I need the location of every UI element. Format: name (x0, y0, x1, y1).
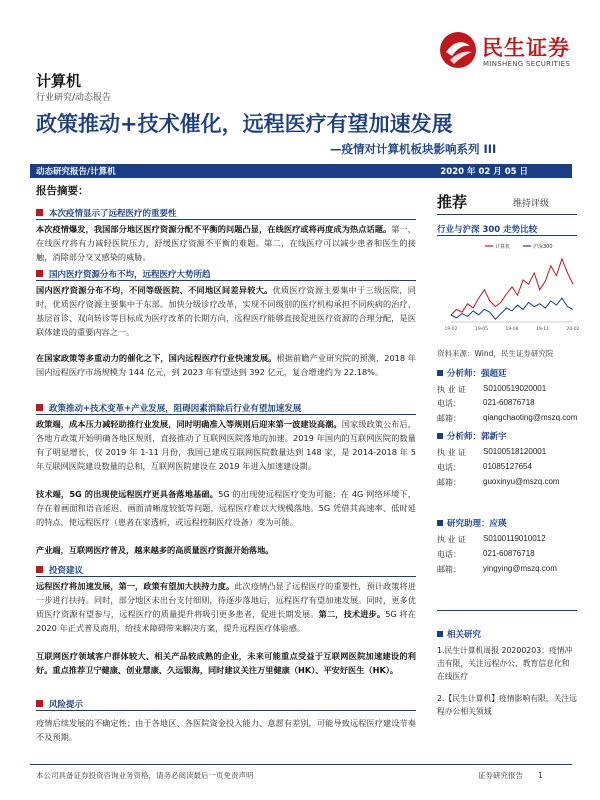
paragraph-text: 优质医疗资源主要集中于三级医院，同时，优质医疗资源主要集中于东部。加快分级诊疗改革，实现不同级别的医疗机构承担不同疾病的治疗、基层首诊、双向转诊等目标成为医疗改革的长期方向，远程医疗能够直接促进医疗资源的合理分配，是医联体建设的重要内容之一。 (36, 285, 416, 337)
section-heading-text: 政策推动+技术变革+产业发展，阻碍因素消除后行业有望加速发展 (49, 404, 302, 414)
paragraph-bold: 政策端，成本压力减轻助推行业发展，同时明确准入等规则后迎来第一波建设高潮。 (36, 419, 342, 429)
divider (36, 710, 416, 711)
paragraph-text: 5G 的出现使远程医疗变为可能：在 4G 网络环境下，存在着画面和语音延迟、画面清晰度较低等问题，远程医疗难以大规模落地。5G 凭借其高速率、低时延的特点，使远程医疗（患者在家透析，或远程控制医疗设备）变为可能。 (36, 489, 416, 527)
paragraph-bold: 国内医疗资源分布不均，不同等级医院、不同地区间差异较大。 (36, 285, 273, 295)
assistant-label: 研究助理： (447, 519, 490, 529)
tel-value: 01085127654 (483, 462, 532, 471)
paragraph-bold: 第二，技术进步。 (318, 609, 386, 619)
tel-label: 电话： (437, 463, 461, 472)
cert-label: 执 业 证 (437, 385, 467, 394)
report-category: 动态研究报告/计算机 (36, 167, 116, 177)
assistant-name: 应瑛 (489, 519, 507, 529)
report-type: 行业研究/动态报告 (36, 93, 112, 103)
series-line (451, 298, 573, 319)
brand-name-en: MINSHENG SECURITIES (483, 60, 571, 68)
cert-label: 执 业 证 (437, 448, 467, 457)
analyst-name: 郭新宇 (481, 432, 507, 442)
x-tick-label: 20-02 (566, 327, 580, 332)
recommendation: 推荐 (437, 193, 468, 211)
analyst-label: 分析师： (447, 369, 482, 379)
rating: 维持评级 (513, 199, 550, 209)
bullet-square-icon (437, 433, 443, 439)
report-info-bar (30, 164, 572, 178)
mail-value[interactable]: qiangchaoting@mszq.com (483, 413, 578, 422)
paragraph-text: 疫情后续发展的不确定性；由于各地区、各医院资金投入能力、意愿有差别，可能导致远程医疗建设节奏不及预期。 (36, 718, 416, 742)
section-heading-text: 投资建议 (49, 566, 84, 576)
paragraph-text: 第一，在线医疗将有力减轻医院压力，舒缓医疗资源不平衡的难题。第二，在线医疗可以减少患者和医生的接触，消除部分交叉感染的威胁。 (36, 224, 416, 262)
section-heading-4 (36, 564, 83, 576)
legend-label: 计算机 (495, 244, 511, 250)
bullet-square-icon (36, 700, 43, 707)
summary-heading: 报告摘要： (36, 185, 89, 197)
section-heading-1 (36, 207, 177, 219)
bullet-square-icon (36, 566, 43, 573)
mail-label: 邮箱： (437, 478, 461, 487)
minsheng-logo-icon (438, 30, 478, 70)
bullet-square-icon (36, 270, 43, 277)
mail-label: 邮箱： (437, 565, 461, 574)
x-tick-label: 19-02 (444, 327, 458, 332)
paragraph (36, 579, 416, 635)
analyst-1-heading (437, 367, 507, 379)
bullet-square-icon (437, 631, 443, 637)
paragraph-text: 此次疫情凸显了远程医疗的重要性，预计政策将进一步进行扶持。同时，部分地区未出台支付细则，待逐步落地后，远程医疗有望加速发展。同时，更多优质医疗资源有望参与，远程医疗的质量提升将吸引更多患者，促进长期发展。 (36, 581, 416, 619)
tel-label: 电话： (437, 399, 461, 408)
paragraph-bold: 技术端，5G 的出现使远程医疗更具备落地基础。 (36, 489, 219, 499)
cert-label: 执 业 证 (437, 535, 467, 544)
chart-source: 资料来源：Wind，民生证券研究院 (437, 349, 554, 358)
paragraph (36, 487, 416, 529)
section-heading-text: 国内医疗资源分布不均，远程医疗大势所趋 (49, 270, 211, 280)
paragraph (36, 543, 416, 557)
related-item[interactable]: 2.【民生计算机】疫情影响有限，关注远程办公相关领域 (437, 694, 577, 716)
paragraph (36, 283, 416, 339)
related-heading (437, 628, 481, 640)
cert-value: S0100119010012 (483, 534, 546, 543)
mail-label: 邮箱： (437, 414, 461, 423)
brand-name-cn: 民生证券 (482, 36, 570, 60)
footer-page: 证券研究报告 1 (478, 771, 543, 780)
divider (36, 219, 416, 220)
section-heading-text: 本次疫情显示了远程医疗的重要性 (49, 209, 177, 219)
divider (36, 414, 416, 415)
section-heading-5 (36, 698, 83, 710)
tel-label: 电话： (437, 550, 461, 559)
paragraph-text: 国家级政策公布后，各地方政策开始明确各地区规则，直接推动了互联网医院落地的加速。2019 年国内的互联网医院的数量有了明显增长，仅 2019 年 1-11 月份，我国已建成互联网医院数量达到 148 家，是 2014-2018 年 5 年互联网医院建设数量的总和，互联网医院建设在 2019 年进入加速建设期。 (36, 419, 416, 471)
cert-value: S0100519020001 (483, 384, 547, 393)
industry-label: 计算机 (36, 72, 82, 90)
paragraph (36, 351, 416, 379)
section-heading-2 (36, 268, 211, 280)
paragraph (36, 716, 416, 744)
paragraph-text: 5G 将在 2020 年正式普及商用，给技术障碍带来解决方案，提升远程医疗体验感。 (36, 609, 416, 633)
trend-chart (437, 238, 580, 338)
paragraph (36, 649, 416, 677)
paragraph-bold: 远程医疗将加速发展，第一，政策有望加大扶持力度。 (36, 581, 235, 591)
divider (36, 576, 416, 577)
bullet-square-icon (36, 404, 43, 411)
mail-value[interactable]: yingying@mszq.com (483, 564, 557, 573)
section-heading-text: 风险提示 (49, 700, 84, 710)
analyst-name: 强超廷 (481, 369, 507, 379)
tel-value: 021-60876718 (483, 398, 535, 407)
paragraph (36, 222, 416, 264)
paragraph-bold: 本次疫情爆发，我国部分地区医疗资源分配不平衡的问题凸显，在线医疗或将再度成为热点话题。 (36, 224, 392, 234)
tel-value: 021-60876718 (483, 549, 535, 558)
assistant-heading (437, 517, 507, 529)
bullet-square-icon (36, 209, 43, 216)
series-line (451, 259, 573, 315)
bullet-square-icon (437, 520, 443, 526)
cert-value: S0100518120001 (483, 447, 547, 456)
related-item[interactable]: 1.民生计算机周报 20200203：疫情冲击有限，关注远程办公、教育信息化和在线医疗 (437, 646, 573, 681)
paragraph (36, 417, 416, 473)
paragraph-text: 根据前瞻产业研究院的预测，2018 年国内远程医疗市场规模为 144 亿元，到 2023 年有望达到 392 亿元，复合增速约为 22.18%。 (36, 353, 416, 377)
bullet-square-icon (437, 370, 443, 376)
paragraph-bold: 产业端，互联网医疗普及，越来越多的高质量医疗资源开始落地。 (36, 545, 274, 555)
divider (437, 235, 577, 236)
mail-value[interactable]: guoxinyu@mszq.com (483, 477, 560, 486)
footer-divider (30, 764, 572, 765)
report-subtitle: —疫情对计算机板块影响系列 III (330, 142, 497, 156)
analyst-2-heading (437, 430, 507, 442)
analyst-label: 分析师： (447, 432, 482, 442)
related-heading-text: 相关研究 (447, 630, 482, 640)
chart-title: 行业与沪深 300 走势比较 (437, 225, 538, 235)
paragraph-bold: 互联网医疗领域客户群体较大、相关产品较成熟的企业，未来可能重点受益于互联网医院加速建设的利好。重点推荐卫宁健康、创业慧康、久远银海，同时建议关注万里健康（HK）、平安好医生（HK）。 (36, 651, 416, 675)
divider (36, 280, 416, 281)
legend-label: 沪深300 (533, 244, 553, 250)
paragraph-bold: 在国家政策等多重动力的催化之下，国内远程医疗行业快速发展。 (36, 353, 277, 363)
brand-logo (438, 28, 578, 74)
report-title: 政策推动+技术催化，远程医疗有望加速发展 (36, 112, 453, 136)
report-date: 2020 年 02 月 05 日 (440, 167, 528, 177)
section-heading-3 (36, 402, 301, 414)
divider (437, 610, 577, 611)
x-tick-label: 19-08 (505, 327, 519, 332)
x-tick-label: 19-11 (535, 327, 550, 332)
x-tick-label: 19-05 (474, 327, 489, 332)
divider (437, 214, 577, 215)
footer-disclaimer: 本公司具备证券投资咨询业务资格，请务必阅读最后一页免责声明 (36, 771, 254, 780)
